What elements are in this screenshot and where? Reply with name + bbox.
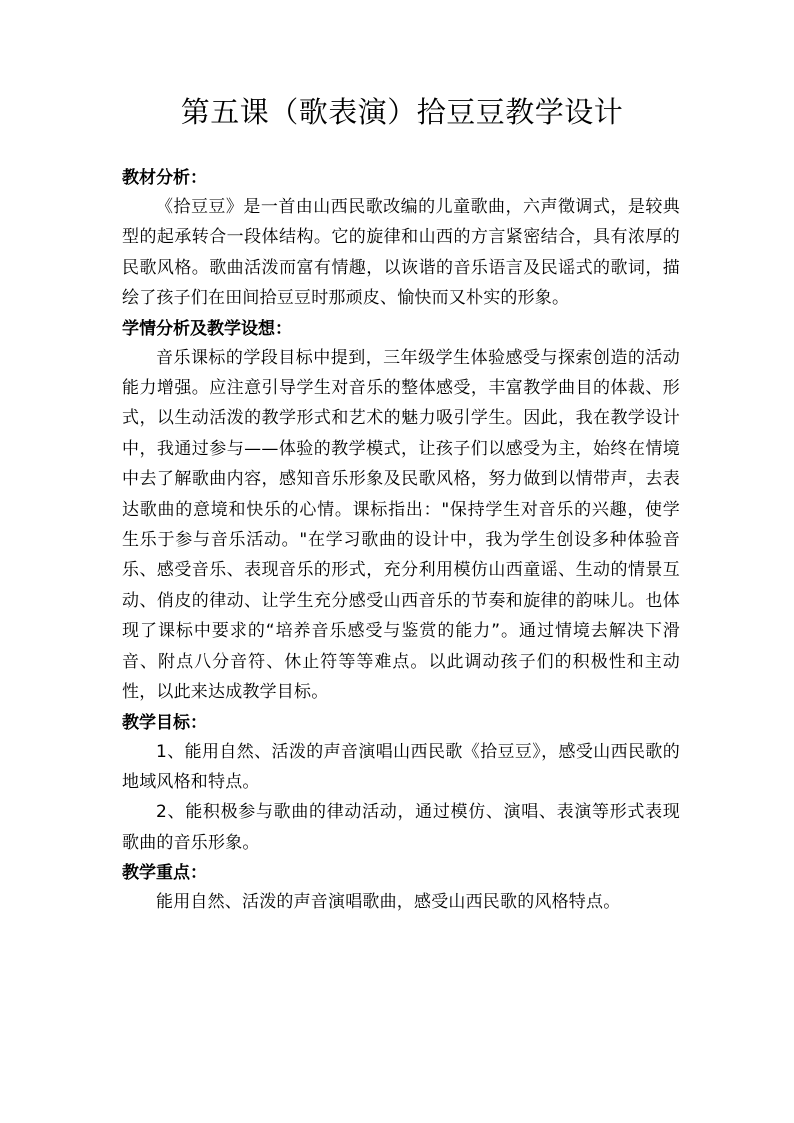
document-body <box>122 164 680 918</box>
paragraph-student-analysis: 音乐课标的学段目标中提到，三年级学生体验感受与探索创造的活动能力增强。应注意引导学生对音乐的整体感受，丰富教学曲目的体裁、形式，以生动活泼的教学形式和艺术的魅力吸引学生。因此，我在教学设计中，我通过参与——体验的教学模式，让孩子们以感受为主，始终在情境中去了解歌曲内容，感知音乐形象及民歌风格，努力做到以情带声，去表达歌曲的意境和快乐的心情。课标指出："保持学生对音乐的兴趣，使学生乐于参与音乐活动。"在学习歌曲的设计中，我为学生创设多种体验音乐、感受音乐、表现音乐的形式，充分利用模仿山西童谣、生动的情景互动、俏皮的律动、让学生充分感受山西音乐的节奏和旋律的韵味儿。也体现了课标中要求的“培养音乐感受与鉴赏的能力”。通过情境去解决下滑音、附点八分音符、休止符等等难点。以此调动孩子们的积极性和主动性，以此来达成教学目标。 <box>122 347 680 703</box>
section-heading-teaching-focus: 教学重点： <box>122 863 207 884</box>
page-title: 第五课（歌表演）拾豆豆教学设计 <box>180 95 624 129</box>
section-heading-student-analysis: 学情分析及教学设想： <box>122 318 292 339</box>
paragraph-teaching-goal-2: 2、能积极参与歌曲的律动活动，通过模仿、演唱、表演等形式表现歌曲的音乐形象。 <box>122 802 680 853</box>
paragraph-teaching-focus: 能用自然、活泼的声音演唱歌曲，感受山西民歌的风格特点。 <box>156 892 621 913</box>
section-heading-textbook-analysis: 教材分析： <box>122 168 207 188</box>
paragraph-textbook-analysis: 《拾豆豆》是一首由山西民歌改编的儿童歌曲，六声徵调式，是较典型的起承转合一段体结构。它的旋律和山西的方言紧密结合，具有浓厚的民歌风格。歌曲活泼而富有情趣，以诙谐的音乐语言及民谣式的歌词，描绘了孩子们在田间拾豆豆时那顽皮、愉快而又朴实的形象。 <box>122 197 680 309</box>
paragraph-teaching-goal-1: 1、能用自然、活泼的声音演唱山西民歌《拾豆豆》，感受山西民歌的地域风格和特点。 <box>122 741 680 792</box>
section-heading-teaching-goals: 教学目标： <box>122 712 207 733</box>
